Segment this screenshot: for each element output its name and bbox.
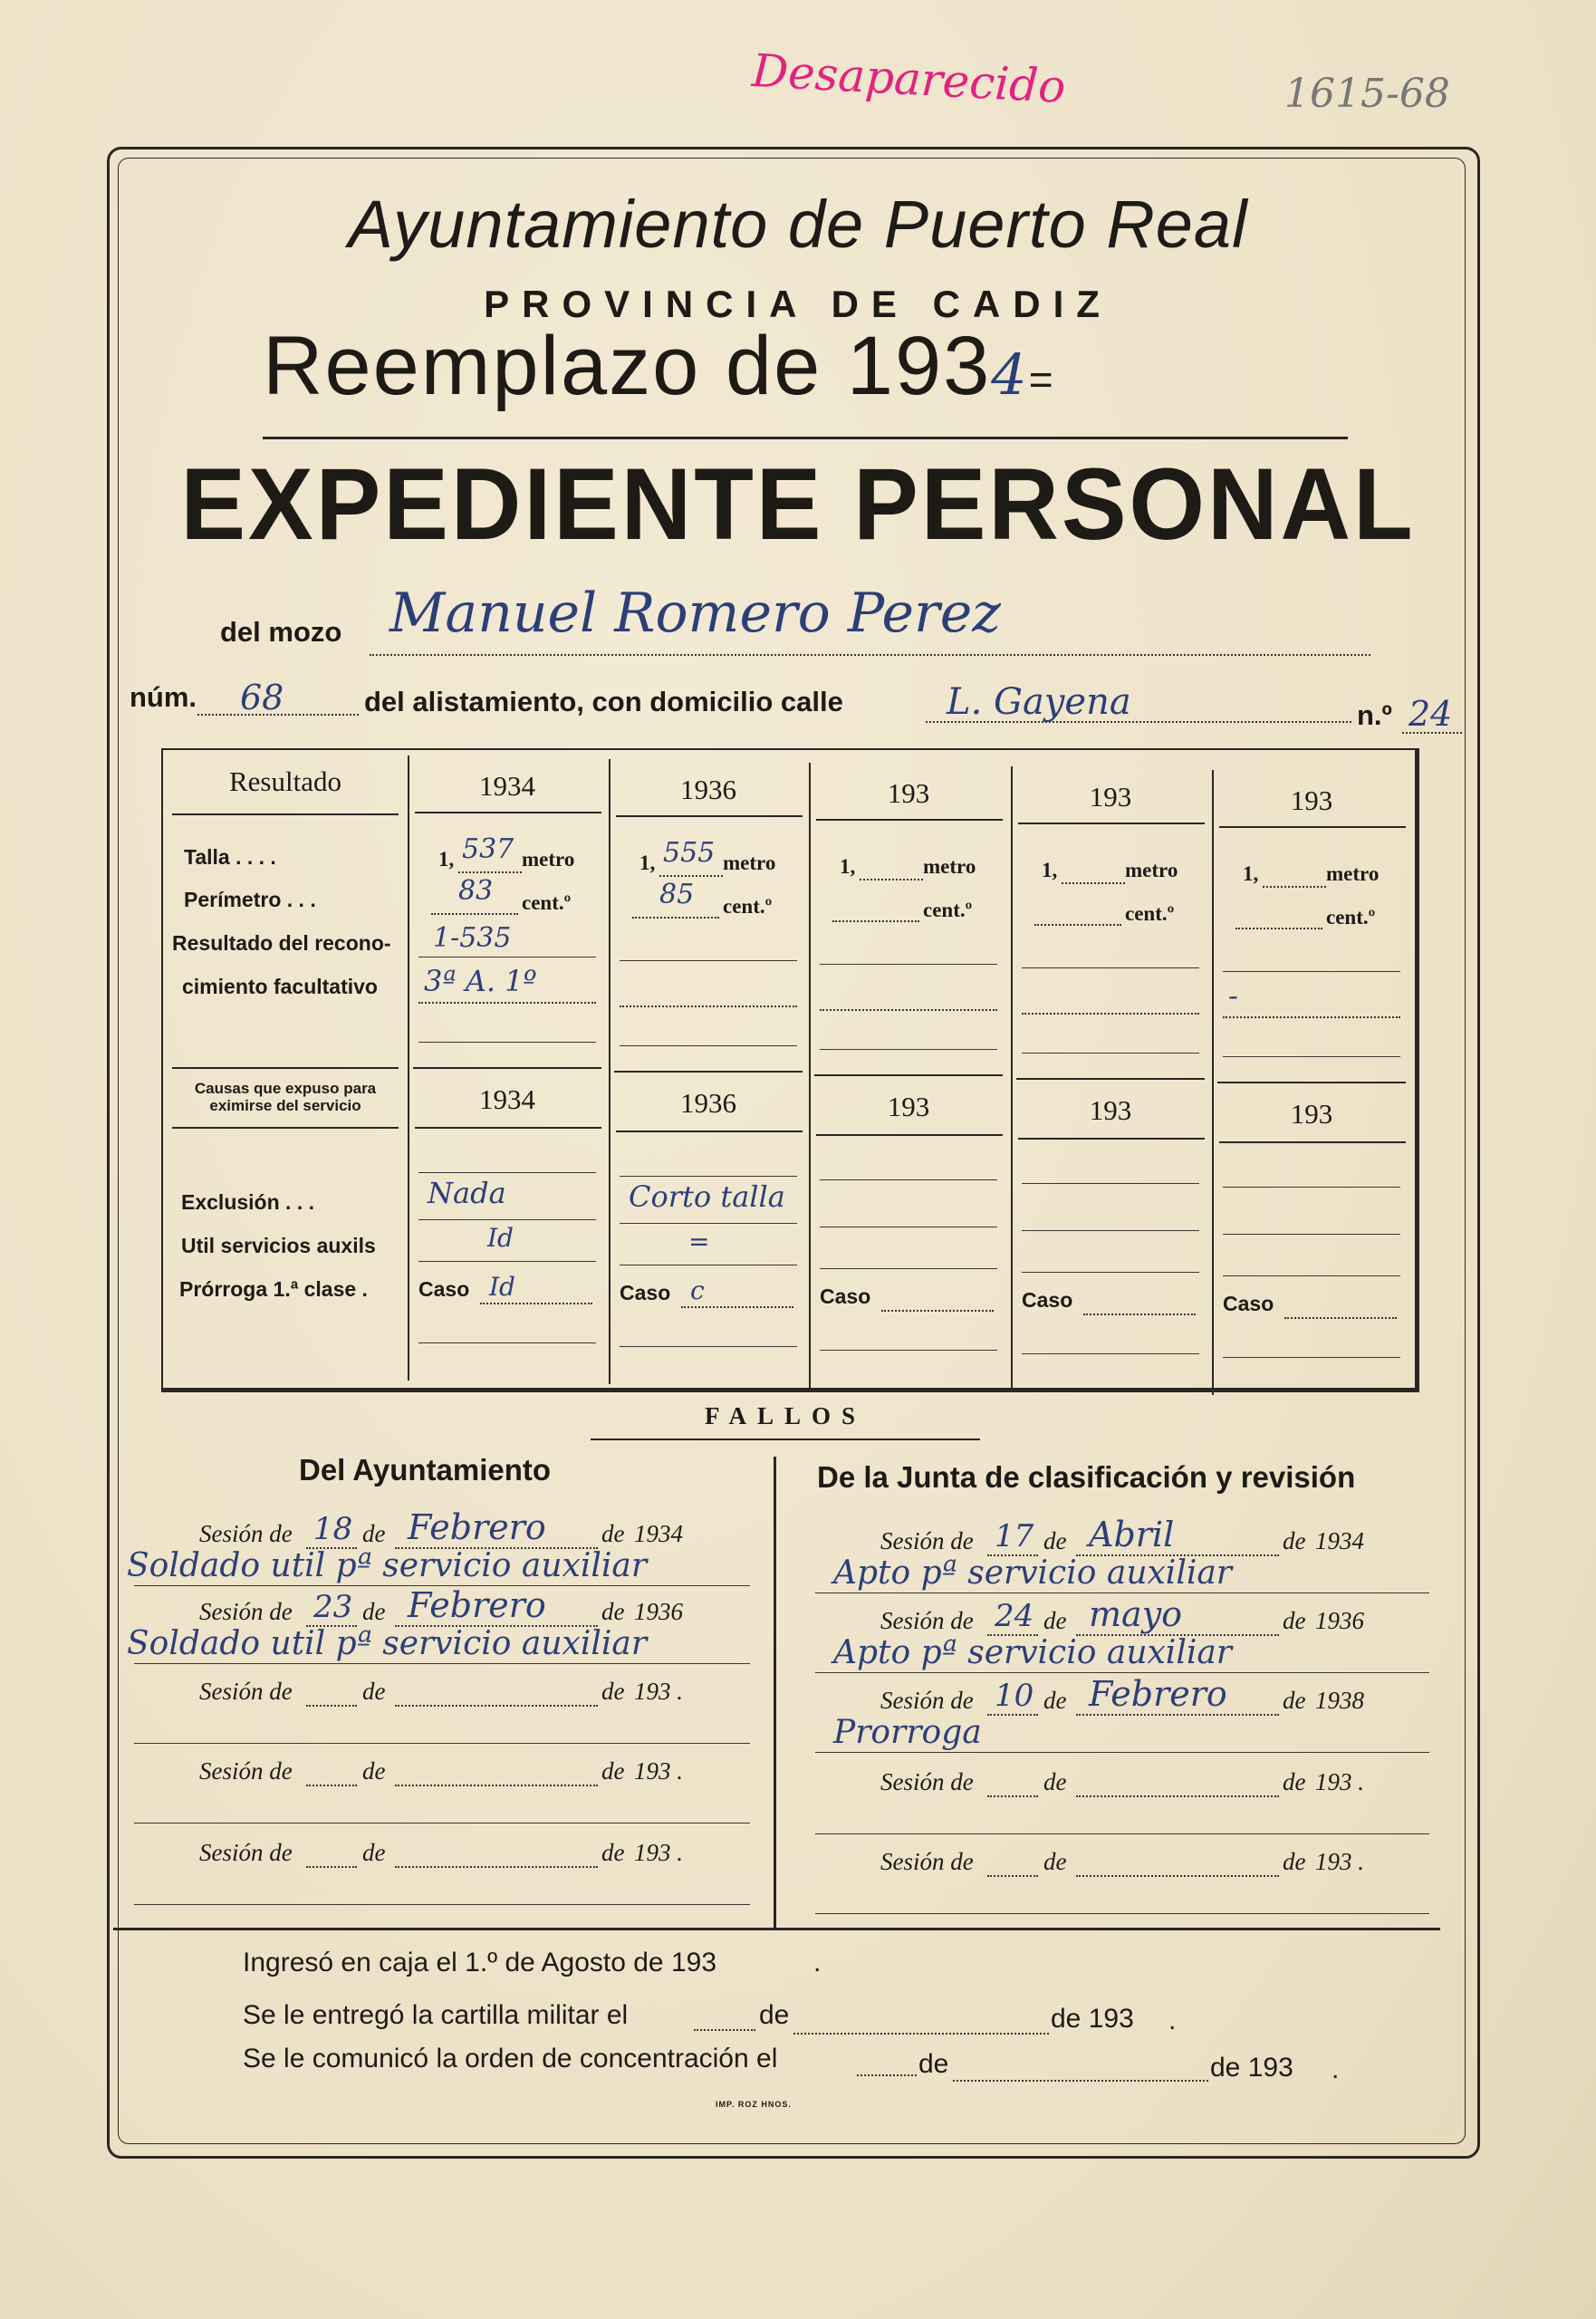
ayuntamiento-session-1-result-line [134,1663,750,1664]
replacement-prefix: Reemplazo de 193 [263,320,992,412]
recon-value-4: - [1228,978,1238,1013]
perimetro-unit-1: cent.º [723,895,773,918]
comunico-year: de 193 [1210,2053,1293,2083]
ayuntamiento-session-4-day-line [306,1866,357,1868]
cause-line-d-0 [418,1342,596,1343]
ayuntamiento-session-2-label: Sesión de [199,1678,293,1705]
recon-line-a-2 [820,964,997,965]
col-divider-4 [1011,766,1013,1391]
ayuntamiento-session-4-label: Sesión de [199,1839,293,1866]
ingreso-period: . [813,1948,822,1977]
junta-session-1-result: Apto pª servicio auxiliar [833,1634,1233,1671]
junta-session-2-day: 10 [995,1678,1034,1714]
reconocimiento-label-2: cimiento facultativo [182,975,378,998]
recon-line-a-1 [620,960,797,961]
talla-unit-4: metro [1326,862,1380,885]
fallos-divider [774,1457,776,1928]
resultado-header: Resultado [229,765,341,797]
ayuntamiento-session-0-result: Soldado util pª servicio auxiliar [127,1547,648,1584]
ayuntamiento-session-2-year: 193 . [634,1678,683,1705]
recon-value-0: 3ª A. 1º [424,964,537,998]
ayuntamiento-session-2-month-line [395,1705,598,1707]
person-name: Manuel Romero Perez [389,582,1001,645]
causes-header [172,1080,399,1114]
junta-session-3-result-line [815,1833,1429,1834]
junta-session-4-year-de: de [1283,1848,1306,1875]
perimetro-label: Perímetro . . . [184,888,316,911]
talla-prefix-0: 1, [438,848,455,871]
section-rule-3 [1016,1078,1205,1080]
street-name: L. Gayena [947,681,1131,723]
reconocimiento-label-1: Resultado del recono- [172,931,391,955]
comunico-text: Se le comunicó la orden de concentración el [243,2044,778,2074]
caso-line-2 [881,1310,994,1312]
cause-line-a-1 [620,1176,797,1177]
province-title: PROVINCIA DE CADIZ [484,283,1112,325]
cartilla-period: . [1168,2006,1177,2035]
junta-session-1-day: 24 [995,1598,1034,1634]
cause-line-c-3 [1022,1272,1199,1273]
result-year-rule-4 [1219,826,1406,828]
cause-year-3: 193 [1089,1094,1132,1126]
address-label: del alistamiento, con domicilio calle [364,686,843,717]
ayuntamiento-session-3-year: 193 . [634,1757,683,1785]
cartilla-day-line [694,2029,755,2031]
exclusion-value-1: Corto talla [629,1179,785,1214]
ingreso-text: Ingresó en caja el 1.º de Agosto de 193 [243,1948,717,1977]
junta-session-1-de: de [1043,1607,1067,1634]
cartilla-year: de 193 [1051,2004,1134,2034]
result-year-2: 193 [887,777,930,809]
num-label: núm. [130,681,197,713]
perimetro-value-0: 83 [458,875,494,907]
causes-rule-2 [172,1127,399,1129]
col-divider-2 [609,759,611,1384]
exclusion-value-0: Nada [428,1176,506,1210]
col-divider-5 [1212,770,1214,1395]
ayuntamiento-session-0-label: Sesión de [199,1520,293,1547]
caso-label-2: Caso [820,1285,871,1308]
col-divider-3 [809,763,811,1388]
recon-line-a-3 [1022,967,1199,968]
junta-session-4-result-line [815,1913,1429,1914]
name-line [370,654,1370,656]
ayuntamiento-session-3-day-line [306,1785,357,1786]
talla-unit-0: metro [522,848,575,871]
junta-session-0-day: 17 [995,1518,1034,1554]
ayuntamiento-session-3-month-line [395,1785,598,1786]
recon-line-c-0 [418,1042,596,1043]
comunico-month-line [953,2080,1208,2082]
caso-label-1: Caso [620,1281,671,1304]
cause-line-a-3 [1022,1183,1199,1184]
junta-session-0-year-de: de [1283,1527,1306,1554]
recon-line-b-3 [1022,1013,1199,1015]
cartilla-month-line [793,2033,1049,2035]
prorroga-label: Prórroga 1.ª clase . [179,1277,368,1301]
junta-session-1-label: Sesión de [880,1607,974,1634]
junta-session-4-day-line [987,1875,1038,1877]
document-title: EXPEDIENTE PERSONAL [180,447,1416,561]
ayuntamiento-session-3-year-de: de [601,1757,625,1785]
comunico-day-line [857,2074,917,2076]
ayuntamiento-session-1-year: 1936 [634,1598,683,1625]
cause-year-0: 1934 [479,1083,535,1115]
talla-prefix-1: 1, [639,852,656,874]
cause-line-d-1 [620,1346,797,1347]
talla-value-0: 537 [462,833,514,865]
result-year-rule-3 [1018,823,1205,824]
cause-line-b-4 [1223,1234,1400,1235]
talla-line-3 [1062,882,1125,884]
caso-line-0 [480,1303,592,1304]
municipality-title: Ayuntamiento de Puerto Real [348,187,1248,262]
junta-session-2-result: Prorroga [833,1714,982,1751]
recon-line-c-4 [1223,1056,1400,1057]
recon-line-c-3 [1022,1053,1199,1054]
talla-value-1: 555 [663,837,716,869]
junta-session-2-de: de [1043,1687,1067,1714]
junta-session-1-month: mayo [1089,1594,1183,1634]
result-year-0: 1934 [479,770,535,802]
junta-session-3-year: 193 . [1315,1768,1364,1795]
junta-session-0-label: Sesión de [880,1527,974,1554]
junta-session-2-result-line [815,1752,1429,1753]
result-year-rule-0 [415,812,601,813]
junta-title: De la Junta de clasificación y revisión [817,1460,1356,1494]
causes-header-2: eximirse del servicio [209,1097,361,1114]
cause-year-rule-2 [816,1134,1003,1136]
recon-line-a-4 [1223,971,1400,972]
cause-line-b-3 [1022,1230,1199,1231]
ayuntamiento-session-4-month-line [395,1866,598,1868]
enlistment-number: 68 [240,678,284,717]
ayuntamiento-session-1-result: Soldado util pª servicio auxiliar [127,1625,648,1662]
file-number-annotation: 1615-68 [1284,71,1450,117]
talla-line-2 [860,879,923,880]
ayuntamiento-session-2-day-line [306,1705,357,1707]
recon-line-b-4 [1223,1016,1400,1018]
talla-prefix-4: 1, [1243,862,1259,885]
util-value-0: Id [487,1223,514,1253]
cause-year-rule-0 [415,1127,601,1129]
perimetro-value-1: 85 [659,879,695,910]
cause-year-4: 193 [1290,1098,1333,1130]
cartilla-text: Se le entregó la cartilla militar el [243,2000,629,2030]
perimetro-unit-0: cent.º [522,891,572,914]
junta-session-0-de: de [1043,1527,1067,1554]
junta-session-4-month-line [1076,1875,1279,1877]
cause-line-d-3 [1022,1353,1199,1354]
exclusion-label: Exclusión . . . [181,1190,314,1214]
perimetro-line-4 [1235,928,1322,929]
cause-line-c-2 [820,1268,997,1269]
junta-session-2-label: Sesión de [880,1687,974,1714]
result-year-3: 193 [1089,781,1132,813]
cause-line-c-0 [418,1261,596,1262]
ayuntamiento-session-2-year-de: de [601,1678,625,1705]
footer-rule [113,1928,1440,1930]
util-value-1: = [688,1227,710,1256]
ayuntamiento-session-0-year-de: de [601,1520,625,1547]
junta-session-2-year: 1938 [1315,1687,1364,1714]
talla-line-4 [1263,886,1326,888]
header-rule-0 [172,813,399,815]
result-year-rule-2 [816,819,1003,821]
cause-line-a-4 [1223,1187,1400,1188]
ayuntamiento-session-1-month: Febrero [408,1585,546,1625]
ayuntamiento-session-0-de: de [362,1520,386,1547]
recon-line-c-2 [820,1049,997,1050]
ayuntamiento-session-4-year: 193 . [634,1839,683,1866]
junta-session-2-day-line [987,1714,1038,1716]
talla-unit-3: metro [1125,859,1178,881]
talla-line-1 [659,875,723,877]
cause-line-d-4 [1223,1357,1400,1358]
perimetro-unit-2: cent.º [923,899,973,921]
junta-session-4-label: Sesión de [880,1848,974,1875]
ayuntamiento-title: Del Ayuntamiento [299,1453,552,1487]
result-year-rule-1 [616,815,803,817]
caso-line-1 [681,1306,793,1308]
cause-year-rule-3 [1018,1138,1205,1140]
junta-session-0-result: Apto pª servicio auxiliar [833,1554,1233,1592]
causes-header-1: Causas que expuso para [194,1080,377,1097]
door-label: n.º [1357,699,1392,731]
cause-line-a-2 [820,1179,997,1180]
result-year-1: 1936 [680,774,736,805]
replacement-suffix: = [1028,356,1055,403]
replacement-title [263,319,1055,414]
section-rule-4 [1217,1082,1406,1083]
cause-line-b-0 [418,1219,596,1220]
ayuntamiento-session-1-de: de [362,1598,386,1625]
caso-value-1: c [690,1275,705,1305]
cause-year-rule-4 [1219,1141,1406,1143]
ayuntamiento-session-3-de: de [362,1757,386,1785]
ayuntamiento-session-4-result-line [134,1904,750,1905]
perimetro-unit-3: cent.º [1125,902,1175,925]
recon-line-c-1 [620,1045,797,1046]
cause-line-b-1 [620,1223,797,1224]
door-number: 24 [1409,694,1453,734]
fallos-title: FALLOS [704,1402,867,1429]
junta-session-4-year: 193 . [1315,1848,1364,1875]
cartilla-de: de [759,2000,790,2030]
cause-line-c-4 [1223,1275,1400,1276]
ayuntamiento-session-4-year-de: de [601,1839,625,1866]
junta-session-0-month: Abril [1089,1515,1175,1554]
status-annotation: Desaparecido [750,43,1067,114]
ayuntamiento-session-1-year-de: de [601,1598,625,1625]
junta-session-3-label: Sesión de [880,1768,974,1795]
util-label: Util servicios auxils [181,1234,376,1257]
perimetro-line-0 [431,913,518,915]
ayuntamiento-session-2-result-line [134,1743,750,1744]
section-rule-2 [814,1074,1003,1076]
caso-label-0: Caso [418,1277,470,1301]
ayuntamiento-session-0-day: 18 [313,1511,353,1547]
ayuntamiento-session-2-de: de [362,1678,386,1705]
talla-prefix-2: 1, [840,855,856,878]
cause-line-a-0 [418,1172,596,1173]
talla-unit-1: metro [723,852,776,874]
junta-session-3-year-de: de [1283,1768,1306,1795]
perimetro-line-1 [632,917,719,919]
col-divider-1 [408,755,409,1381]
ayuntamiento-session-1-label: Sesión de [199,1598,293,1625]
caso-label-3: Caso [1022,1288,1073,1312]
title-rule [263,437,1348,439]
printer-mark: IMP. ROZ HNOS. [716,2100,792,2109]
recon-line-b-1 [620,1006,797,1007]
junta-session-3-day-line [987,1795,1038,1797]
section-rule-1 [614,1071,803,1073]
cause-year-rule-1 [616,1131,803,1132]
perimetro-line-3 [1034,924,1121,926]
junta-session-2-month-line [1076,1714,1279,1716]
fallos-rule-top [591,1439,980,1440]
junta-session-2-month: Febrero [1089,1674,1227,1714]
recon-line-b-0 [418,1002,596,1004]
recon-line-b-2 [820,1009,997,1011]
comunico-de: de [918,2049,949,2079]
junta-session-3-month-line [1076,1795,1279,1797]
causes-rule [172,1067,399,1069]
ayuntamiento-session-0-year: 1934 [634,1520,683,1547]
caso-label-4: Caso [1223,1292,1274,1315]
junta-session-4-de: de [1043,1848,1067,1875]
replacement-year-digit: 4 [991,342,1029,408]
talla-label: Talla . . . . [184,845,276,869]
junta-session-1-year: 1936 [1315,1607,1364,1634]
junta-session-0-year: 1934 [1315,1527,1364,1554]
ayuntamiento-session-3-label: Sesión de [199,1757,293,1785]
junta-session-1-result-line [815,1672,1429,1673]
talla-prefix-3: 1, [1042,859,1058,881]
perimetro-line-2 [832,920,919,922]
ayuntamiento-session-4-de: de [362,1839,386,1866]
talla-unit-2: metro [923,855,976,878]
caso-line-4 [1284,1317,1397,1319]
junta-session-3-de: de [1043,1768,1067,1795]
cause-line-d-2 [820,1350,997,1351]
cause-year-2: 193 [887,1091,930,1122]
perimetro-unit-4: cent.º [1326,906,1376,929]
cause-year-1: 1936 [680,1087,736,1119]
section-rule-0 [413,1067,601,1069]
ayuntamiento-session-0-month: Febrero [408,1507,546,1547]
comunico-period: . [1332,2054,1340,2084]
caso-line-3 [1083,1313,1196,1315]
caso-value-0: Id [489,1272,515,1302]
result-year-4: 193 [1290,784,1333,816]
junta-session-1-year-de: de [1283,1607,1306,1634]
talla-line-0 [458,871,522,873]
junta-session-2-year-de: de [1283,1687,1306,1714]
recon-note: 1-535 [433,922,512,954]
ayuntamiento-session-1-day: 23 [313,1589,353,1625]
mozo-label: del mozo [220,616,342,648]
